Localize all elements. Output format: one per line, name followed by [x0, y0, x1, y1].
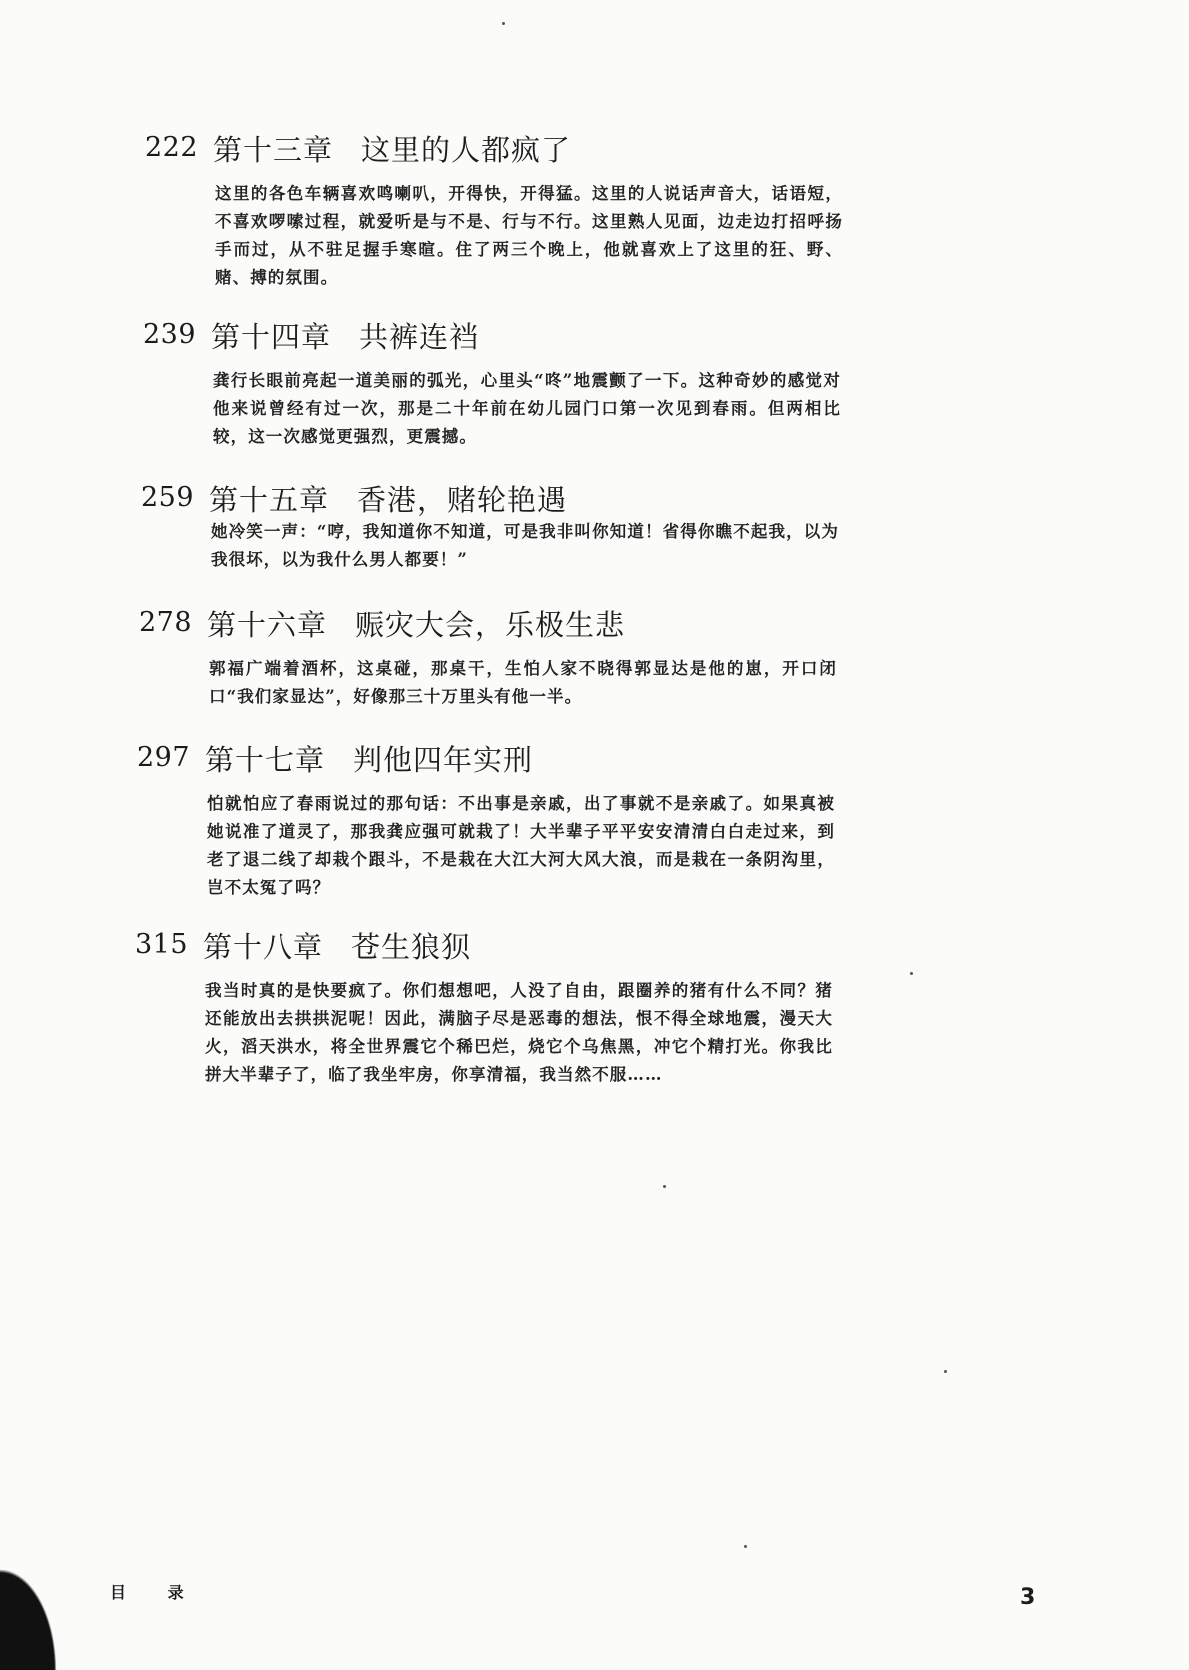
entry-page-number: 315	[135, 929, 189, 960]
chapter-excerpt: 她冷笑一声：“哼，我知道你不知道，可是我非叫你知道！省得你瞧不起我，以为我很坏，以为我什么男人都要！”	[211, 522, 839, 569]
chapter-heading[interactable]	[209, 478, 567, 519]
chapter-number: 第十七章	[205, 743, 326, 777]
chapter-excerpt: 怕就怕应了春雨说过的那句话：不出事是亲戚，出了事就不是亲戚了。如果真被她说准了道灵了，那我龚应强可就栽了！大半辈子平平安安清清白白走过来，到老了退二线了却栽个跟斗，不是栽在大江大河大风大浪，而是栽在一条阴沟里，岂不太冤了吗？	[207, 794, 835, 897]
entry-page-number: 239	[143, 319, 197, 350]
scan-speck	[944, 1370, 947, 1373]
chapter-number: 第十五章	[209, 483, 330, 517]
chapter-excerpt: 郭福广端着酒杯，这桌碰，那桌干，生怕人家不晓得郭显达是他的崽，开口闭口“我们家显达”，好像那三十万里头有他一半。	[209, 659, 837, 706]
chapter-number: 第十三章	[213, 133, 334, 167]
scan-speck	[910, 972, 913, 975]
chapter-heading[interactable]	[207, 603, 625, 644]
chapter-number: 第十六章	[207, 608, 328, 642]
scan-speck	[502, 22, 505, 25]
chapter-heading[interactable]	[205, 738, 533, 779]
toc-entry	[143, 315, 863, 451]
chapter-heading[interactable]	[203, 925, 471, 966]
chapter-number: 第十四章	[211, 320, 332, 354]
section-label: 目 录	[110, 1583, 202, 1602]
chapter-number: 第十八章	[203, 930, 324, 964]
chapter-title: 共裤连裆	[359, 320, 480, 354]
toc-entry	[135, 925, 855, 1089]
toc-entry	[141, 478, 861, 574]
scan-speck	[663, 1185, 666, 1188]
chapter-title: 香港，赌轮艳遇	[357, 483, 568, 517]
chapter-heading[interactable]	[213, 128, 571, 169]
page-number: 3	[1020, 1585, 1036, 1610]
scan-edge-shadow	[0, 1545, 70, 1670]
toc-entry	[145, 128, 865, 292]
entry-page-number: 297	[137, 742, 191, 773]
chapter-excerpt: 这里的各色车辆喜欢鸣喇叭，开得快，开得猛。这里的人说话声音大，话语短，不喜欢啰嗦过程，就爱听是与不是、行与不行。这里熟人见面，边走边打招呼扬手而过，从不驻足握手寒暄。住了两三个晚上，他就喜欢上了这里的狂、野、赌、搏的氛围。	[215, 184, 843, 287]
chapter-heading[interactable]	[211, 315, 479, 356]
chapter-title: 赈灾大会，乐极生悲	[355, 608, 626, 642]
toc-entry	[139, 603, 859, 711]
entry-page-number: 259	[141, 482, 195, 513]
chapter-title: 苍生狼狈	[351, 930, 472, 964]
entry-page-number: 278	[139, 607, 193, 638]
toc-entry	[137, 738, 857, 902]
chapter-excerpt: 龚行长眼前亮起一道美丽的弧光，心里头“咚”地震颤了一下。这种奇妙的感觉对他来说曾经有过一次，那是二十年前在幼儿园门口第一次见到春雨。但两相比较，这一次感觉更强烈，更震撼。	[213, 371, 841, 446]
scan-speck	[744, 1545, 747, 1548]
chapter-title: 判他四年实刑	[353, 743, 534, 777]
entry-page-number: 222	[145, 132, 199, 163]
chapter-excerpt: 我当时真的是快要疯了。你们想想吧，人没了自由，跟圈养的猪有什么不同？猪还能放出去拱拱泥呢！因此，满脑子尽是恶毒的想法，恨不得全球地震，漫天大火，滔天洪水，将全世界震它个稀巴烂，烧它个乌焦黑，冲它个精打光。你我比拼大半辈子了，临了我坐牢房，你享清福，我当然不服……	[205, 981, 833, 1084]
chapter-title: 这里的人都疯了	[361, 133, 572, 167]
